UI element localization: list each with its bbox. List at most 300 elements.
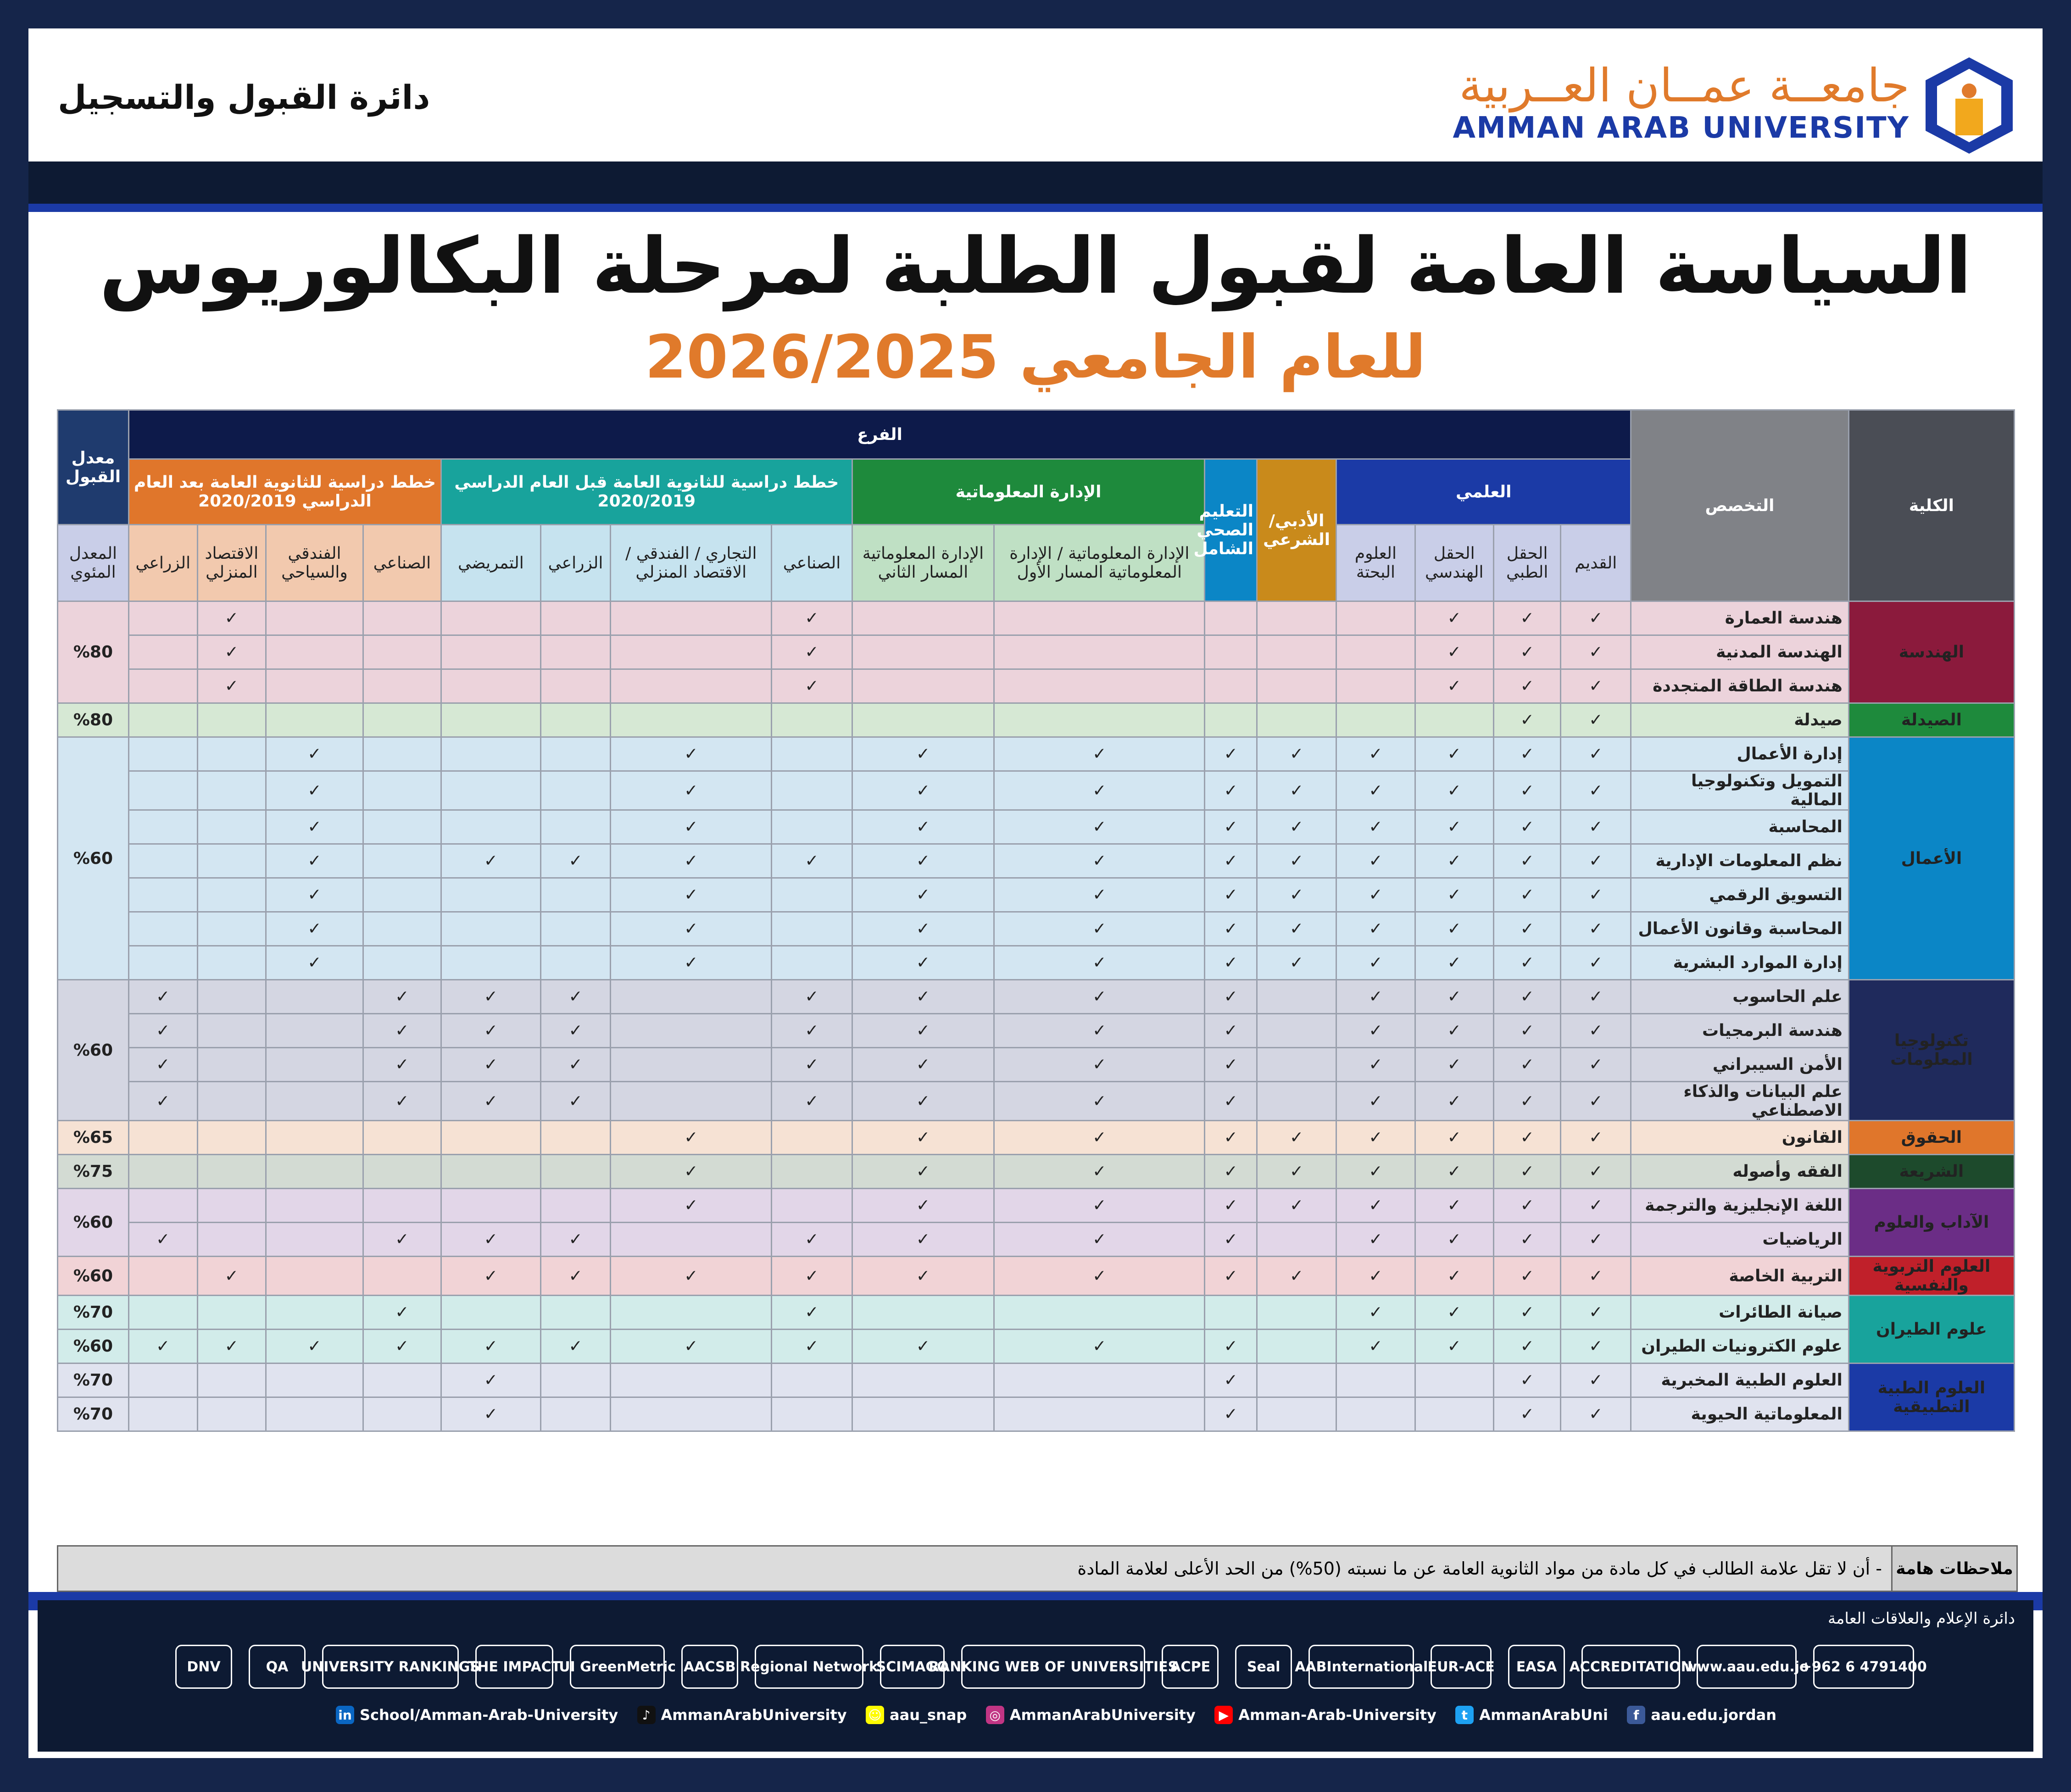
table-row <box>58 810 2015 844</box>
check-cell <box>540 771 611 810</box>
check-cell: ✓ <box>852 844 994 878</box>
accreditation-badge[interactable]: +962 6 4791400 <box>1813 1645 1914 1689</box>
check-cell <box>363 946 441 980</box>
check-cell: ✓ <box>1336 1048 1415 1082</box>
check-cell <box>266 980 363 1014</box>
scientific-group-header: العلمي <box>1336 459 1631 525</box>
check-cell: ✓ <box>1561 878 1631 912</box>
check-cell: ✓ <box>1336 912 1415 946</box>
check-cell: ✓ <box>1205 980 1257 1014</box>
linkedin-icon: in <box>336 1706 354 1724</box>
accreditation-badge: ACPE <box>1162 1645 1219 1689</box>
check-cell <box>197 844 266 878</box>
check-cell <box>1336 1397 1415 1431</box>
college-cell: الآداب والعلوم <box>1848 1189 2014 1257</box>
literary-group-header: الأدبي/ الشرعي <box>1257 459 1336 601</box>
check-cell: ✓ <box>1205 1363 1257 1397</box>
check-cell: ✓ <box>441 1223 540 1257</box>
header-accent-band <box>28 204 2043 212</box>
check-cell: ✓ <box>1493 810 1561 844</box>
check-cell: ✓ <box>363 1082 441 1121</box>
check-cell <box>363 601 441 635</box>
check-cell <box>1336 1363 1415 1397</box>
check-cell <box>611 669 772 703</box>
check-cell: ✓ <box>772 980 852 1014</box>
sub-rate-pct: المعدل المئوي <box>58 525 129 601</box>
check-cell: ✓ <box>1561 703 1631 737</box>
major-cell: المحاسبة وقانون الأعمال <box>1631 912 1849 946</box>
university-name-arabic: جامعــة عمــان العــربية <box>1459 59 1910 112</box>
check-cell: ✓ <box>611 844 772 878</box>
check-cell <box>1257 1014 1336 1048</box>
check-cell: ✓ <box>1561 1296 1631 1330</box>
check-cell <box>772 1363 852 1397</box>
social-handle: School/Amman-Arab-University <box>360 1706 618 1724</box>
check-cell: ✓ <box>1493 601 1561 635</box>
check-cell <box>197 1121 266 1155</box>
notes-label: ملاحظات هامة <box>1891 1547 2016 1591</box>
accreditation-badge: ACCREDITATION <box>1581 1645 1680 1689</box>
college-cell: العلوم الطبية التطبيقية <box>1848 1363 2014 1431</box>
check-cell: ✓ <box>611 1257 772 1296</box>
check-cell: ✓ <box>852 1014 994 1048</box>
check-cell: ✓ <box>1561 946 1631 980</box>
social-handle: AmmanArabUniversity <box>1009 1706 1196 1724</box>
check-cell <box>128 1363 197 1397</box>
check-cell: ✓ <box>1257 1257 1336 1296</box>
major-cell: الأمن السيبراني <box>1631 1048 1849 1082</box>
check-cell <box>540 1363 611 1397</box>
check-cell: ✓ <box>1561 844 1631 878</box>
check-cell <box>1336 635 1415 669</box>
check-cell <box>1205 669 1257 703</box>
table-row <box>58 946 2015 980</box>
check-cell: ✓ <box>994 1155 1205 1189</box>
table-row <box>58 1257 2015 1296</box>
check-cell: ✓ <box>1493 1363 1561 1397</box>
check-cell <box>611 1223 772 1257</box>
check-cell <box>197 771 266 810</box>
check-cell: ✓ <box>1493 1082 1561 1121</box>
check-cell: ✓ <box>1336 878 1415 912</box>
check-cell: ✓ <box>266 1330 363 1363</box>
table-row <box>58 703 2015 737</box>
check-cell: ✓ <box>197 1257 266 1296</box>
check-cell <box>197 1048 266 1082</box>
check-cell: ✓ <box>1205 1048 1257 1082</box>
check-cell: ✓ <box>441 1330 540 1363</box>
rate-cell: %70 <box>58 1296 129 1330</box>
social-link[interactable] <box>1627 1706 1776 1724</box>
check-cell <box>363 703 441 737</box>
check-cell <box>540 669 611 703</box>
check-cell: ✓ <box>1493 1155 1561 1189</box>
check-cell <box>1257 1082 1336 1121</box>
check-cell: ✓ <box>1336 1082 1415 1121</box>
check-cell <box>611 1048 772 1082</box>
check-cell: ✓ <box>197 601 266 635</box>
admission-table <box>57 409 2015 1432</box>
major-cell: هندسة البرمجيات <box>1631 1014 1849 1048</box>
college-cell: تكنولوجيا المعلومات <box>1848 980 2014 1121</box>
check-cell <box>772 1121 852 1155</box>
rate-cell: %75 <box>58 1155 129 1189</box>
check-cell: ✓ <box>1415 946 1493 980</box>
check-cell <box>197 1363 266 1397</box>
check-cell: ✓ <box>1336 844 1415 878</box>
snapchat-icon: ☺ <box>866 1706 884 1724</box>
table-row <box>58 1048 2015 1082</box>
check-cell <box>197 912 266 946</box>
check-cell: ✓ <box>266 737 363 771</box>
check-cell: ✓ <box>1415 669 1493 703</box>
check-cell: ✓ <box>441 1048 540 1082</box>
sub-medical: الحقل الطبي <box>1493 525 1561 601</box>
major-cell: إدارة الأعمال <box>1631 737 1849 771</box>
check-cell: ✓ <box>1561 669 1631 703</box>
check-cell: ✓ <box>540 844 611 878</box>
check-cell: ✓ <box>994 1082 1205 1121</box>
twitter-icon: t <box>1455 1706 1474 1724</box>
check-cell <box>197 703 266 737</box>
check-cell <box>852 635 994 669</box>
check-cell: ✓ <box>1205 771 1257 810</box>
check-cell: ✓ <box>852 1330 994 1363</box>
check-cell: ✓ <box>441 1082 540 1121</box>
pr-department: دائرة الإعلام والعلاقات العامة <box>1827 1609 2015 1628</box>
accreditation-badge: SCIMAGO <box>880 1645 945 1689</box>
college-cell: الحقوق <box>1848 1121 2014 1155</box>
check-cell <box>772 1155 852 1189</box>
check-cell <box>197 810 266 844</box>
it-mgmt-group-header: الإدارة المعلوماتية <box>852 459 1205 525</box>
check-cell: ✓ <box>772 1296 852 1330</box>
check-cell: ✓ <box>266 878 363 912</box>
check-cell <box>441 635 540 669</box>
check-cell: ✓ <box>852 810 994 844</box>
notes-box <box>57 1545 2018 1592</box>
check-cell: ✓ <box>1205 737 1257 771</box>
table-row <box>58 1397 2015 1431</box>
check-cell <box>197 1397 266 1431</box>
check-cell <box>128 601 197 635</box>
check-cell <box>128 1189 197 1223</box>
check-cell <box>1257 1363 1336 1397</box>
accreditation-badge: EUR-ACE <box>1431 1645 1492 1689</box>
social-handle: AmmanArabUniversity <box>661 1706 847 1724</box>
check-cell: ✓ <box>1493 703 1561 737</box>
sub-pure-science: العلوم البحتة <box>1336 525 1415 601</box>
check-cell: ✓ <box>1415 1155 1493 1189</box>
check-cell <box>611 1082 772 1121</box>
check-cell <box>266 1363 363 1397</box>
check-cell: ✓ <box>1336 1121 1415 1155</box>
check-cell: ✓ <box>363 1048 441 1082</box>
social-links <box>336 1706 1776 1724</box>
check-cell <box>441 669 540 703</box>
check-cell <box>441 1189 540 1223</box>
check-cell: ✓ <box>1205 912 1257 946</box>
tiktok-icon: ♪ <box>637 1706 656 1724</box>
major-cell: المعلوماتية الحيوية <box>1631 1397 1849 1431</box>
table-row <box>58 1121 2015 1155</box>
check-cell <box>852 1296 994 1330</box>
check-cell <box>363 635 441 669</box>
check-cell: ✓ <box>1336 771 1415 810</box>
social-handle: Amman-Arab-University <box>1238 1706 1436 1724</box>
check-cell <box>852 669 994 703</box>
accreditation-badge[interactable]: www.aau.edu.jo <box>1697 1645 1796 1689</box>
major-cell: صيانة الطائرات <box>1631 1296 1849 1330</box>
check-cell: ✓ <box>197 1330 266 1363</box>
check-cell: ✓ <box>1205 1189 1257 1223</box>
check-cell <box>441 878 540 912</box>
check-cell: ✓ <box>1561 771 1631 810</box>
check-cell: ✓ <box>1415 601 1493 635</box>
check-cell <box>363 844 441 878</box>
check-cell: ✓ <box>1561 1397 1631 1431</box>
check-cell: ✓ <box>1493 1397 1561 1431</box>
check-cell <box>441 1121 540 1155</box>
check-cell <box>772 1189 852 1223</box>
check-cell: ✓ <box>611 737 772 771</box>
check-cell: ✓ <box>1415 980 1493 1014</box>
check-cell <box>1336 669 1415 703</box>
check-cell: ✓ <box>128 1330 197 1363</box>
check-cell <box>266 1189 363 1223</box>
check-cell <box>772 771 852 810</box>
check-cell <box>540 878 611 912</box>
university-logo-icon <box>1923 55 2015 156</box>
accreditation-badges <box>175 1642 1927 1692</box>
check-cell: ✓ <box>441 1014 540 1048</box>
check-cell <box>128 878 197 912</box>
check-cell: ✓ <box>1205 1330 1257 1363</box>
college-cell: الهندسة <box>1848 601 2014 703</box>
check-cell: ✓ <box>852 980 994 1014</box>
check-cell: ✓ <box>852 878 994 912</box>
check-cell <box>441 946 540 980</box>
check-cell: ✓ <box>266 810 363 844</box>
check-cell <box>128 771 197 810</box>
check-cell <box>540 635 611 669</box>
check-cell: ✓ <box>852 1155 994 1189</box>
check-cell <box>197 1155 266 1189</box>
plans-after-group-header: خطط دراسية للثانوية العامة بعد العام الدراسي 2020/2019 <box>128 459 441 525</box>
accreditation-badge: RANKING WEB OF UNIVERSITIES <box>961 1645 1145 1689</box>
table-row <box>58 635 2015 669</box>
check-cell: ✓ <box>128 1014 197 1048</box>
check-cell: ✓ <box>772 601 852 635</box>
check-cell: ✓ <box>1561 912 1631 946</box>
check-cell: ✓ <box>772 844 852 878</box>
check-cell: ✓ <box>994 737 1205 771</box>
check-cell <box>1257 1223 1336 1257</box>
check-cell: ✓ <box>1415 1014 1493 1048</box>
check-cell: ✓ <box>772 635 852 669</box>
check-cell: ✓ <box>1493 844 1561 878</box>
accreditation-badge: Seal <box>1235 1645 1292 1689</box>
social-link[interactable] <box>986 1706 1196 1724</box>
page-frame <box>28 28 2043 1758</box>
check-cell <box>266 1257 363 1296</box>
check-cell: ✓ <box>1493 1189 1561 1223</box>
major-cell: اللغة الإنجليزية والترجمة <box>1631 1189 1849 1223</box>
check-cell <box>772 703 852 737</box>
check-cell <box>1415 1397 1493 1431</box>
check-cell <box>266 703 363 737</box>
check-cell <box>1205 601 1257 635</box>
table-row <box>58 844 2015 878</box>
check-cell <box>363 737 441 771</box>
check-cell: ✓ <box>441 844 540 878</box>
check-cell: ✓ <box>1257 737 1336 771</box>
check-cell: ✓ <box>1415 1296 1493 1330</box>
check-cell: ✓ <box>363 980 441 1014</box>
major-cell: القانون <box>1631 1121 1849 1155</box>
check-cell: ✓ <box>1493 1121 1561 1155</box>
check-cell <box>266 1223 363 1257</box>
college-cell: العلوم التربوية والنفسية <box>1848 1257 2014 1296</box>
check-cell: ✓ <box>1336 1014 1415 1048</box>
table-row <box>58 1330 2015 1363</box>
check-cell: ✓ <box>994 980 1205 1014</box>
major-cell: العلوم الطبية المخبرية <box>1631 1363 1849 1397</box>
check-cell <box>611 1296 772 1330</box>
footer <box>38 1600 2033 1752</box>
check-cell <box>441 810 540 844</box>
rate-cell: %70 <box>58 1397 129 1431</box>
check-cell: ✓ <box>1561 635 1631 669</box>
health-group-header: التعليم الصحي الشامل <box>1205 459 1257 601</box>
rate-cell: %60 <box>58 1330 129 1363</box>
check-cell: ✓ <box>1205 1257 1257 1296</box>
check-cell: ✓ <box>772 1257 852 1296</box>
check-cell <box>128 1397 197 1431</box>
page-title: السياسة العامة لقبول الطلبة لمرحلة البكالوريوس <box>99 221 1972 311</box>
check-cell <box>128 1121 197 1155</box>
college-cell: علوم الطيران <box>1848 1296 2014 1363</box>
check-cell: ✓ <box>1205 810 1257 844</box>
check-cell: ✓ <box>1205 1121 1257 1155</box>
check-cell: ✓ <box>540 1223 611 1257</box>
check-cell: ✓ <box>1561 1155 1631 1189</box>
check-cell: ✓ <box>1415 737 1493 771</box>
check-cell <box>266 635 363 669</box>
check-cell <box>1415 703 1493 737</box>
social-link[interactable] <box>1214 1706 1436 1724</box>
accreditation-badge: AABInternational <box>1308 1645 1414 1689</box>
check-cell: ✓ <box>197 635 266 669</box>
check-cell: ✓ <box>611 810 772 844</box>
check-cell: ✓ <box>540 1048 611 1082</box>
check-cell <box>197 946 266 980</box>
check-cell: ✓ <box>1493 1014 1561 1048</box>
check-cell: ✓ <box>852 1223 994 1257</box>
check-cell: ✓ <box>1336 1223 1415 1257</box>
check-cell <box>1257 635 1336 669</box>
check-cell: ✓ <box>1561 1121 1631 1155</box>
check-cell <box>363 1189 441 1223</box>
check-cell <box>772 1397 852 1431</box>
accreditation-badge: AACSB <box>681 1645 738 1689</box>
check-cell <box>266 1296 363 1330</box>
check-cell: ✓ <box>1415 1082 1493 1121</box>
check-cell <box>611 1397 772 1431</box>
header-band <box>28 161 2043 204</box>
university-name-english: AMMAN ARAB UNIVERSITY <box>1453 111 1910 145</box>
check-cell: ✓ <box>1336 1330 1415 1363</box>
social-handle: AmmanArabUni <box>1479 1706 1608 1724</box>
check-cell: ✓ <box>1561 1082 1631 1121</box>
check-cell: ✓ <box>1561 1014 1631 1048</box>
check-cell <box>441 771 540 810</box>
sub-home-econ: الاقتصاد المنزلي <box>197 525 266 601</box>
major-cell: علم البيانات والذكاء الاصطناعي <box>1631 1082 1849 1121</box>
check-cell: ✓ <box>994 912 1205 946</box>
table-row <box>58 1155 2015 1189</box>
check-cell: ✓ <box>852 946 994 980</box>
check-cell <box>128 703 197 737</box>
check-cell <box>1257 1296 1336 1330</box>
social-link[interactable] <box>866 1706 967 1724</box>
check-cell: ✓ <box>611 1155 772 1189</box>
check-cell: ✓ <box>1561 1223 1631 1257</box>
check-cell: ✓ <box>266 912 363 946</box>
check-cell <box>994 1296 1205 1330</box>
check-cell <box>128 737 197 771</box>
check-cell: ✓ <box>772 1014 852 1048</box>
check-cell: ✓ <box>1415 635 1493 669</box>
check-cell <box>363 912 441 946</box>
check-cell: ✓ <box>994 810 1205 844</box>
check-cell <box>611 1014 772 1048</box>
check-cell <box>540 1155 611 1189</box>
check-cell <box>1257 669 1336 703</box>
check-cell <box>128 669 197 703</box>
check-cell: ✓ <box>772 1048 852 1082</box>
social-link[interactable] <box>1455 1706 1608 1724</box>
social-link[interactable] <box>336 1706 618 1724</box>
check-cell: ✓ <box>1257 946 1336 980</box>
check-cell: ✓ <box>441 980 540 1014</box>
check-cell: ✓ <box>1561 980 1631 1014</box>
check-cell: ✓ <box>1336 1189 1415 1223</box>
check-cell: ✓ <box>1257 1189 1336 1223</box>
check-cell: ✓ <box>852 1082 994 1121</box>
page-subtitle: للعام الجامعي 2026/2025 <box>645 322 1426 392</box>
check-cell <box>1257 1048 1336 1082</box>
check-cell: ✓ <box>1415 844 1493 878</box>
notes-text: - أن لا تقل علامة الطالب في كل مادة من مواد الثانوية العامة عن ما نسبته (50%) من الحد الأعلى لعلامة المادة <box>1077 1558 1882 1579</box>
check-cell: ✓ <box>611 946 772 980</box>
check-cell: ✓ <box>1415 1189 1493 1223</box>
accreditation-badge: DNV <box>175 1645 232 1689</box>
check-cell: ✓ <box>441 1397 540 1431</box>
department-name: دائرة القبول والتسجيل <box>58 78 430 117</box>
check-cell: ✓ <box>1493 771 1561 810</box>
check-cell <box>197 1223 266 1257</box>
check-cell: ✓ <box>1561 1048 1631 1082</box>
sub-commercial: التجاري / الفندقي / الاقتصاد المنزلي <box>611 525 772 601</box>
social-link[interactable] <box>637 1706 847 1724</box>
sub-it-path2: الإدارة المعلوماتية المسار الثاني <box>852 525 994 601</box>
check-cell: ✓ <box>1415 912 1493 946</box>
check-cell <box>266 1048 363 1082</box>
check-cell <box>540 912 611 946</box>
sub-agricultural: الزراعي <box>540 525 611 601</box>
check-cell: ✓ <box>1561 1363 1631 1397</box>
